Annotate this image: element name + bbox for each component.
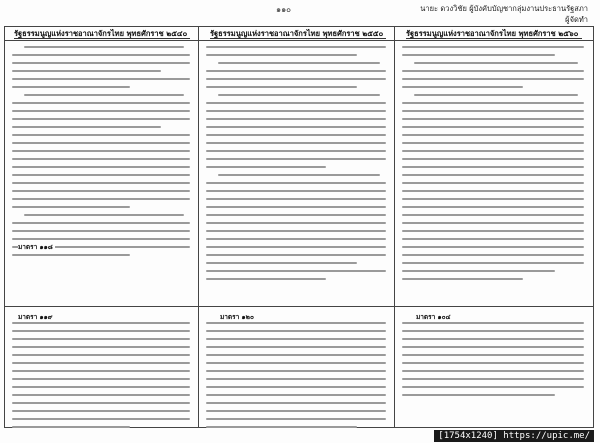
watermark: [1754x1240] https://upic.me/ <box>434 430 594 442</box>
page-number: ๑๑๐ <box>276 5 292 14</box>
column-1-upper-text <box>12 46 194 262</box>
article-label-col2-bottom: มาตรา ๑๒๐ <box>220 313 254 321</box>
article-label-col1-bottom: มาตรา ๑๑๙ <box>18 313 53 321</box>
heading-underline-1 <box>14 38 190 39</box>
column-heading-2: รัฐธรรมนูญแห่งราชอาณาจักรไทย พุทธศักราช ๒๕๕๐ <box>210 29 384 38</box>
header-note-line2: ผู้จัดทำ <box>565 15 588 24</box>
column-divider-2 <box>394 26 395 428</box>
section-divider <box>4 306 594 307</box>
column-heading-1: รัฐธรรมนูญแห่งราชอาณาจักรไทย พุทธศักราช ๒๕๔๐ <box>14 29 188 38</box>
header-row-divider <box>4 40 594 41</box>
comparison-table <box>4 26 596 431</box>
column-heading-3: รัฐธรรมนูญแห่งราชอาณาจักรไทย พุทธศักราช ๒๕๖๐ <box>406 29 579 38</box>
article-label-col1-top: มาตรา ๑๑๘ <box>18 243 53 251</box>
column-3-lower-text <box>402 322 588 402</box>
article-label-col3-bottom: มาตรา ๑๐๔ <box>416 313 451 321</box>
column-divider-1 <box>198 26 199 428</box>
column-3-upper-text <box>402 46 588 286</box>
column-1-lower-text <box>12 322 194 434</box>
heading-underline-3 <box>406 38 582 39</box>
header-note-line1: นายะ ดวงวิชัย ผู้บังคับบัญชากลุ่มงานประธานรัฐสภา <box>420 4 588 13</box>
column-2-upper-text <box>206 46 390 286</box>
column-2-lower-text <box>206 322 390 434</box>
header-note <box>418 3 588 25</box>
heading-underline-2 <box>210 38 386 39</box>
